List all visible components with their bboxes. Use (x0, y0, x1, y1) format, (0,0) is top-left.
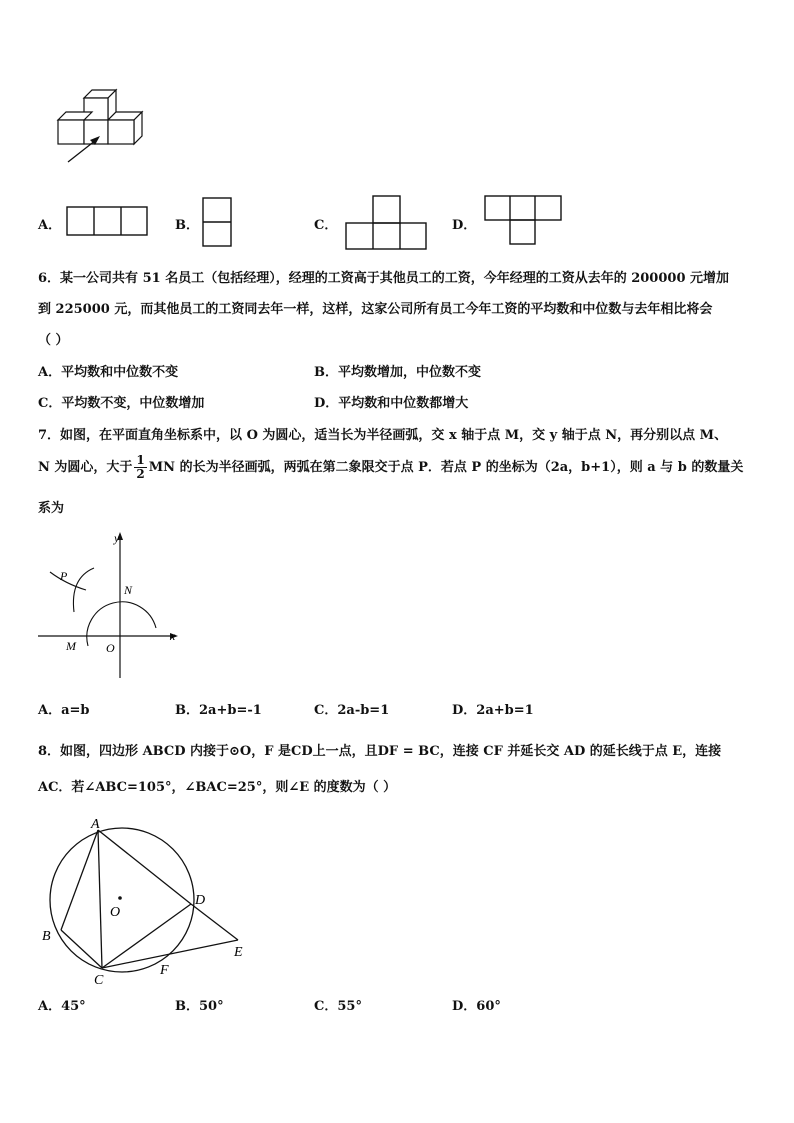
q6-text-line-1: 6．某一公司共有 51 名员工（包括经理），经理的工资高于其他员工的工资，今年经理的工资从去年的 200000 元增加 (38, 271, 730, 286)
q5-option-a-figure[interactable] (66, 206, 150, 238)
q7-option-a[interactable]: A．a=b (38, 703, 90, 718)
q8-arc-bc: BC (418, 744, 440, 759)
q5-option-b-label[interactable]: B． (175, 218, 199, 233)
q8-label-e: E (234, 945, 243, 960)
q7-label-n: N (124, 583, 133, 597)
q7-option-c[interactable]: C．2a-b=1 (314, 703, 390, 718)
q8-label-d: D (195, 893, 206, 908)
q6-option-d[interactable]: D．平均数和中位数都增大 (314, 396, 469, 411)
q8-option-a[interactable]: A．45° (38, 999, 86, 1014)
q5-option-b-figure[interactable] (202, 197, 234, 249)
q8-label-b: B (42, 929, 51, 944)
q7-fraction-denominator: 2 (136, 467, 145, 481)
q8-circle-figure (36, 812, 256, 988)
q7-label-y: y (114, 531, 120, 545)
q5-option-d-figure[interactable] (484, 195, 564, 247)
q5-option-c-figure[interactable] (345, 195, 429, 251)
q5-option-c-label[interactable]: C． (314, 218, 338, 233)
q6-option-b[interactable]: B．平均数增加，中位数不变 (314, 365, 481, 380)
q8-arc-df: DF (377, 744, 399, 759)
q8-text-line-2: AC．若∠ABC=105°，∠BAC=25°，则∠E 的度数为（ ） (38, 780, 397, 795)
q7-fraction-numerator: 1 (136, 453, 145, 467)
q8-arc-cd: CD (291, 744, 313, 759)
q8-line-1-suffix: ，连接 CF 并延长交 AD 的延长线于点 E，连接 (439, 744, 722, 759)
q6-option-c[interactable]: C．平均数不变，中位数增加 (38, 396, 205, 411)
q8-text-line-1 (38, 743, 721, 761)
q8-label-a: A (91, 817, 100, 832)
q7-text-line-1: 7．如图，在平面直角坐标系中，以 O 为圆心，适当长为半径画弧，交 x 轴于点 M，交 y 轴于点 N，再分别以点 M、 (38, 428, 728, 443)
q7-label-o: O (106, 641, 115, 655)
q7-label-x: x (170, 629, 176, 643)
q8-line-1-prefix: 8．如图，四边形 ABCD 内接于⊙O，F 是 (38, 744, 292, 759)
q7-text-line-2 (38, 454, 743, 481)
q8-option-c[interactable]: C．55° (314, 999, 362, 1014)
q6-text-line-3: （ ） (38, 333, 69, 348)
q5-option-a-label[interactable]: A． (38, 218, 62, 233)
q6-option-a[interactable]: A．平均数和中位数不变 (38, 365, 179, 380)
q7-option-d[interactable]: D．2a+b=1 (452, 703, 534, 718)
q5-option-d-label[interactable]: D． (452, 218, 477, 233)
q7-option-b[interactable]: B．2a+b=-1 (175, 703, 262, 718)
q8-option-d[interactable]: D．60° (452, 999, 501, 1014)
q7-coordinate-figure (36, 528, 186, 680)
q8-option-b[interactable]: B．50° (175, 999, 224, 1014)
cube-stack-figure (48, 86, 158, 166)
q7-line-2-prefix: N 为圆心，大于 (38, 460, 133, 475)
q6-text-line-2: 到 225000 元，而其他员工的工资同去年一样，这样，这家公司所有员工今年工资的平均数和中位数与去年相比将会 (38, 302, 713, 317)
q8-equals-sign: = (398, 744, 419, 759)
q7-label-m: M (66, 639, 76, 653)
q7-fraction-half (134, 454, 146, 481)
q8-label-f: F (160, 963, 169, 978)
q8-label-o: O (110, 905, 121, 920)
q7-text-line-3: 系为 (38, 501, 65, 516)
q7-line-2-suffix: MN 的长为半径画弧，两弧在第二象限交于点 P．若点 P 的坐标为（2a，b+1），则 a 与 b 的数量关 (148, 460, 744, 475)
q8-line-1-mid: 上一点，且 (312, 744, 378, 759)
q8-label-c: C (94, 973, 104, 988)
q7-label-p: P (60, 569, 68, 583)
